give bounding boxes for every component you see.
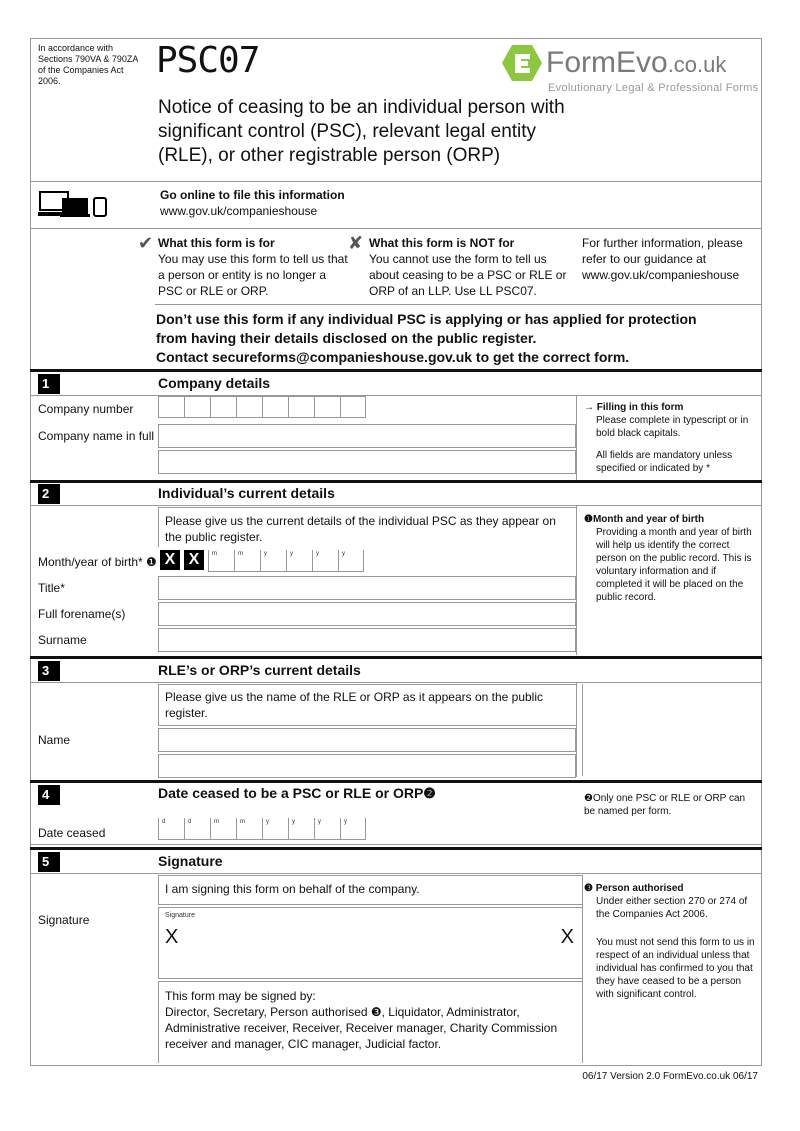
section-1-number: 1 bbox=[38, 374, 60, 394]
company-name-label: Company name in full bbox=[38, 429, 155, 443]
section-4-number: 4 bbox=[38, 785, 60, 805]
signature-x-right: X bbox=[560, 926, 574, 948]
warning-line-3: Contact secureforms@companieshouse.gov.uk to get the correct form. bbox=[156, 349, 630, 365]
legal-basis: In accordance with Sections 790VA & 790ZA of the Companies Act 2006. bbox=[38, 43, 138, 86]
forenames-label: Full forename(s) bbox=[38, 607, 126, 621]
dob-x-1: X bbox=[160, 550, 180, 570]
brand-main: FormEvo bbox=[546, 46, 668, 79]
section-3-intro-box bbox=[158, 684, 576, 726]
dob-cell-m2: m bbox=[238, 551, 243, 557]
footer-version: 06/17 Version 2.0 FormEvo.co.uk 06/17 bbox=[582, 1071, 758, 1082]
date-ceased-label: Date ceased bbox=[38, 826, 106, 840]
online-heading: Go online to file this information bbox=[160, 188, 345, 202]
date-cell-y1: y bbox=[266, 819, 269, 825]
date-cell-d2: d bbox=[188, 819, 192, 825]
dob-cell-m1: m bbox=[212, 551, 217, 557]
filling-in-heading: → Filling in this form bbox=[584, 402, 684, 413]
signed-by-text: Director, Secretary, Person authorised ❸, Liquidator, Administrator, Administrative receiver, Receiver, Receiver manager, Charity Commission receiver and manager, CIC manager, Judicial factor. bbox=[165, 1005, 558, 1051]
section-1-title: Company details bbox=[158, 375, 271, 391]
section-2-intro: Please give us the current details of the individual PSC as they appear on the public register. bbox=[165, 514, 556, 544]
dob-note-heading: ❶Month and year of birth bbox=[584, 514, 705, 525]
surname-label: Surname bbox=[38, 633, 87, 647]
title-input[interactable] bbox=[158, 576, 576, 600]
date-cell-d1: d bbox=[162, 819, 166, 825]
company-number-field[interactable] bbox=[158, 396, 366, 418]
section-2-intro-box bbox=[158, 507, 576, 547]
one-psc-note: ❷Only one PSC or RLE or ORP can be named per form. bbox=[584, 793, 746, 817]
warning-line-2: from having their details disclosed on the public register. bbox=[156, 330, 537, 346]
person-authorised-heading: ❸ Person authorised bbox=[584, 883, 684, 894]
section-3-title: RLE’s or ORP’s current details bbox=[158, 662, 361, 678]
section-5-title: Signature bbox=[158, 853, 223, 869]
company-name-input-2[interactable] bbox=[158, 450, 576, 474]
company-number-label: Company number bbox=[38, 402, 134, 416]
rle-name-input-2[interactable] bbox=[158, 754, 576, 778]
warning-line-1: Don’t use this form if any individual PSC is applying or has applied for protection bbox=[156, 311, 697, 327]
section-3-intro: Please give us the name of the RLE or ORP as it appears on the public register. bbox=[165, 690, 543, 720]
check-icon: ✔ bbox=[138, 233, 154, 253]
surname-input[interactable] bbox=[158, 628, 576, 652]
date-cell-m1: m bbox=[214, 819, 219, 825]
dob-x-2: X bbox=[184, 550, 204, 570]
dob-field[interactable] bbox=[160, 550, 364, 572]
person-authorised-warning: You must not send this form to us in respect of an individual unless that individual has confirmed to you that they have ceased to be a person with significant control. bbox=[596, 937, 755, 1000]
section-2-title: Individual’s current details bbox=[158, 485, 335, 501]
dob-cell-y2: y bbox=[290, 551, 293, 557]
brand-tagline: Evolutionary Legal & Professional Forms bbox=[548, 82, 759, 94]
date-cell-y4: y bbox=[344, 819, 347, 825]
form-for-text: You may use this form to tell us that a person or entity is no longer a PSC or RLE or ORP. bbox=[158, 252, 348, 298]
signature-label: Signature bbox=[38, 913, 90, 927]
dob-cell-y4: y bbox=[342, 551, 345, 557]
section-3-number: 3 bbox=[38, 661, 60, 681]
mandatory-note: All fields are mandatory unless specified or indicated by * bbox=[596, 450, 733, 474]
dob-note-text: Providing a month and year of birth will help us identify the correct person on the public record. This is voluntary information and if completed it will be placed on the public record. bbox=[596, 527, 752, 603]
form-not-for-heading: What this form is NOT for bbox=[369, 236, 515, 250]
title-label: Title* bbox=[38, 581, 65, 595]
dob-label: Month/year of birth* ❶ bbox=[38, 555, 157, 569]
brand-tld: .co.uk bbox=[667, 52, 727, 77]
section-2-number: 2 bbox=[38, 484, 60, 504]
signed-by-box bbox=[158, 981, 582, 1063]
filling-in-text: Please complete in typescript or in bold black capitals. bbox=[596, 415, 749, 439]
behalf-text: I am signing this form on behalf of the company. bbox=[165, 882, 420, 896]
section-5-number: 5 bbox=[38, 852, 60, 872]
further-info: For further information, please refer to our guidance at www.gov.uk/companieshouse bbox=[582, 236, 743, 282]
form-code: PSC07 bbox=[156, 40, 260, 81]
rle-name-label: Name bbox=[38, 733, 71, 747]
cross-icon: ✘ bbox=[348, 233, 364, 253]
section-4-title: Date ceased to be a PSC or RLE or ORP❷ bbox=[158, 785, 436, 801]
online-url[interactable]: www.gov.uk/companieshouse bbox=[160, 204, 318, 218]
date-cell-y3: y bbox=[318, 819, 321, 825]
dob-cell-y3: y bbox=[316, 551, 319, 557]
form-not-for-text: You cannot use the form to tell us about ceasing to be a PSC or RLE or ORP of an LLP. Use LL PSC07. bbox=[369, 252, 567, 298]
form-for-heading: What this form is for bbox=[158, 236, 275, 250]
signature-x-left: X bbox=[165, 926, 179, 948]
company-name-input-1[interactable] bbox=[158, 424, 576, 448]
date-cell-m2: m bbox=[240, 819, 245, 825]
form-title: Notice of ceasing to be an individual person with significant control (PSC), relevant legal entity (RLE), or other registrable person (ORP) bbox=[158, 97, 565, 166]
forenames-input[interactable] bbox=[158, 602, 576, 626]
brand-name bbox=[546, 46, 726, 82]
signed-by-heading: This form may be signed by: bbox=[165, 989, 316, 1003]
formevo-logo-icon bbox=[502, 44, 542, 82]
devices-icon bbox=[38, 190, 110, 218]
warning-box bbox=[156, 310, 756, 367]
dob-cell-y1: y bbox=[264, 551, 267, 557]
signature-caption: Signature bbox=[165, 912, 195, 919]
date-ceased-field[interactable] bbox=[158, 818, 366, 840]
behalf-box bbox=[158, 875, 582, 905]
rle-name-input-1[interactable] bbox=[158, 728, 576, 752]
person-authorised-text: Under either section 270 or 274 of the Companies Act 2006. bbox=[596, 896, 748, 920]
date-cell-y2: y bbox=[292, 819, 295, 825]
signature-box[interactable] bbox=[158, 907, 582, 979]
